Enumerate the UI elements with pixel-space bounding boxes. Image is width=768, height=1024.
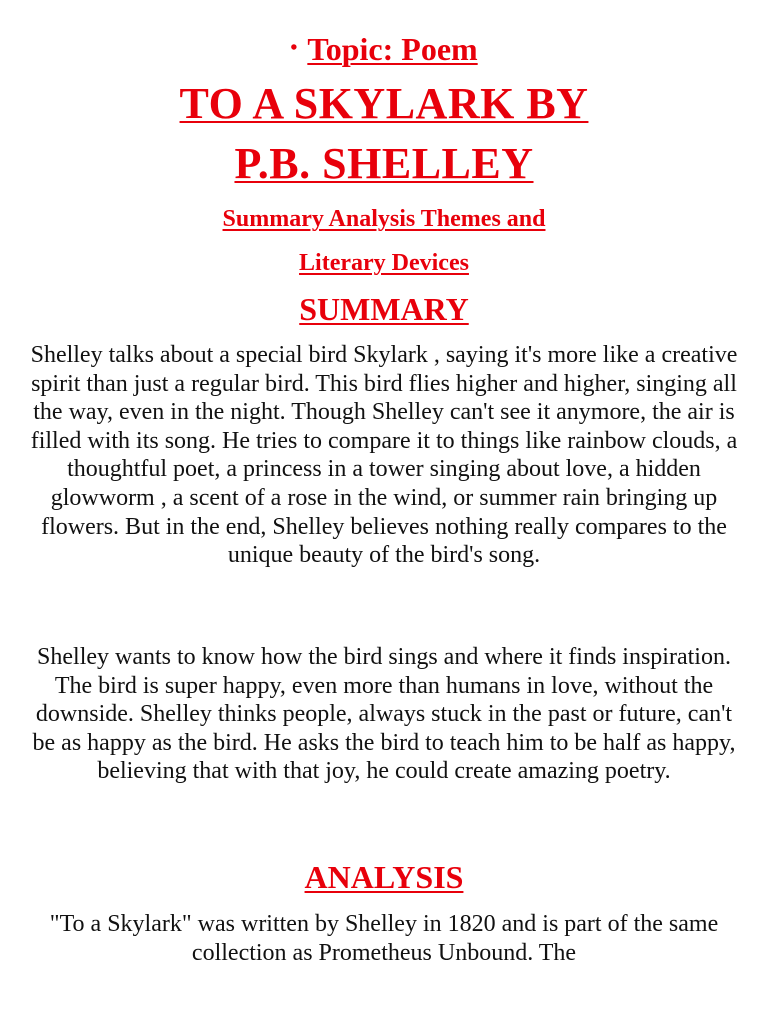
subtitle-line-1: Summary Analysis Themes and (222, 206, 546, 232)
analysis-heading: ANALYSIS (304, 859, 464, 895)
summary-paragraph-2: Shelley wants to know how the bird sings and where it finds inspiration. The bird is super happy, even more than humans in love, without the downside. Shelley thinks people, always stuck in the past or future, can't be as happy as the bird. He asks the bird to teach him to be half as happy, believing that with that joy, he could create amazing poetry. (32, 644, 736, 785)
bullet-icon: • (290, 37, 298, 59)
summary-heading: SUMMARY (299, 291, 469, 327)
subtitle-line-2: Literary Devices (299, 250, 469, 276)
title-line-2: P.B. SHELLEY (234, 139, 534, 188)
analysis-paragraph-1: "To a Skylark" was written by Shelley in 1820 and is part of the same collection as Prometheus Unbound. The (49, 911, 719, 966)
summary-paragraph-1: Shelley talks about a special bird Skylark , saying it's more like a creative spirit than just a regular bird. This bird flies higher and higher, singing all the way, even in the night. Though Shelley can't see it anymore, the air is filled with its song. He tries to compare it to things like rainbow clouds, a thoughtful poet, a princess in a tower singing about love, a hidden glowworm , a scent of a rose in the wind, or summer rain bringing up flowers. But in the end, Shelley believes nothing really compares to the unique beauty of the bird's song. (30, 342, 738, 569)
topic-label: Topic: Poem (307, 31, 478, 67)
topic-line (0, 28, 768, 69)
title-line-1: TO A SKYLARK BY (179, 79, 589, 128)
